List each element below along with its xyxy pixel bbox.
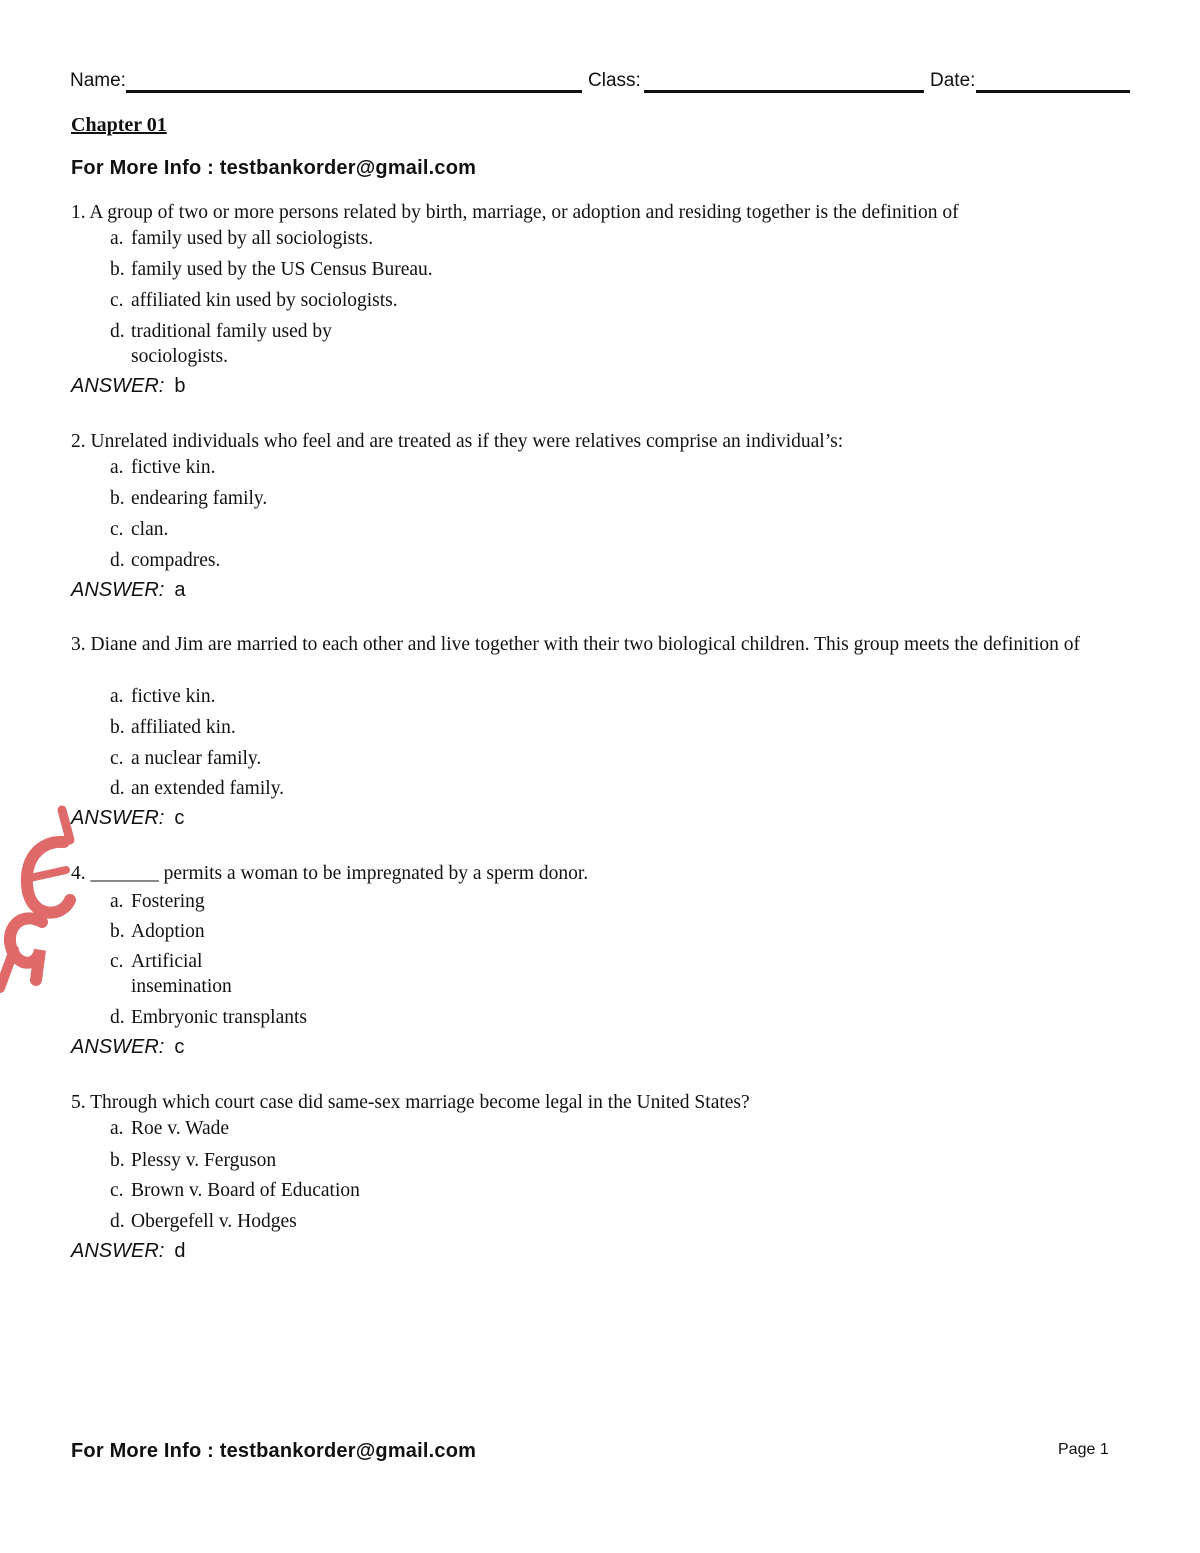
date-label: Date:: [930, 70, 976, 91]
question-5-option-d: d. Obergefell v. Hodges: [110, 1211, 297, 1232]
question-1-option-c: c. affiliated kin used by sociologists.: [110, 290, 398, 311]
question-2-option-b: b. endearing family.: [110, 488, 268, 509]
question-5-option-b: b. Plessy v. Ferguson: [110, 1150, 277, 1171]
question-4-option-b: b. Adoption: [110, 921, 205, 942]
class-label: Class:: [588, 70, 641, 91]
question-3-option-c: c. a nuclear family.: [110, 748, 262, 769]
question-4-option-d: d. Embryonic transplants: [110, 1007, 308, 1028]
class-line: [644, 90, 924, 93]
question-1-option-b: b. family used by the US Census Bureau.: [110, 259, 433, 280]
student-info-header: [70, 70, 1130, 98]
question-4-text: 4. _______ permits a woman to be impregnated by a sperm donor.: [71, 863, 589, 884]
question-1-text: 1. A group of two or more persons related by birth, marriage, or adoption and residing together is the definition of: [71, 202, 959, 223]
name-line: [126, 90, 582, 93]
question-4-option-a: a. Fostering: [110, 891, 205, 912]
question-1-option-d: d. traditional family used by sociologists.: [110, 321, 332, 367]
question-2-answer: ANSWER: a: [71, 579, 186, 601]
watermark-stroke: [30, 870, 66, 878]
page-number: Page 1: [1058, 1441, 1109, 1458]
question-4-answer: ANSWER: c: [71, 1036, 185, 1058]
watermark-stamp: [0, 800, 80, 1000]
question-4-option-c: c. Artificial insemination: [110, 951, 232, 997]
question-1-answer: ANSWER: b: [71, 375, 186, 397]
question-2-text: 2. Unrelated individuals who feel and are treated as if they were relatives comprise an individual’s:: [71, 431, 844, 452]
question-3-text: 3. Diane and Jim are married to each other and live together with their two biological children. This group meets the definition of: [71, 634, 1081, 655]
question-5-answer: ANSWER: d: [71, 1240, 186, 1262]
question-2-option-a: a. fictive kin.: [110, 457, 216, 478]
question-1-option-a: a. family used by all sociologists.: [110, 228, 374, 249]
question-5-text: 5. Through which court case did same-sex marriage become legal in the United States?: [71, 1092, 750, 1113]
info-line-top: For More Info : testbankorder@gmail.com: [71, 157, 477, 179]
question-3-option-b: b. affiliated kin.: [110, 717, 236, 738]
date-line: [976, 90, 1130, 93]
question-3-answer: ANSWER: c: [71, 807, 185, 829]
question-2-option-c: c. clan.: [110, 519, 169, 540]
info-line-bottom: For More Info : testbankorder@gmail.com: [71, 1440, 477, 1462]
chapter-title: Chapter 01: [71, 114, 167, 136]
question-3-option-a: a. fictive kin.: [110, 686, 216, 707]
question-2-option-d: d. compadres.: [110, 550, 221, 571]
question-5-option-a: a. Roe v. Wade: [110, 1118, 230, 1139]
watermark-stroke: [62, 810, 70, 840]
question-5-option-c: c. Brown v. Board of Education: [110, 1180, 360, 1201]
name-label: Name:: [70, 70, 126, 91]
watermark-stroke: [0, 950, 14, 988]
question-3-option-d: d. an extended family.: [110, 778, 285, 799]
